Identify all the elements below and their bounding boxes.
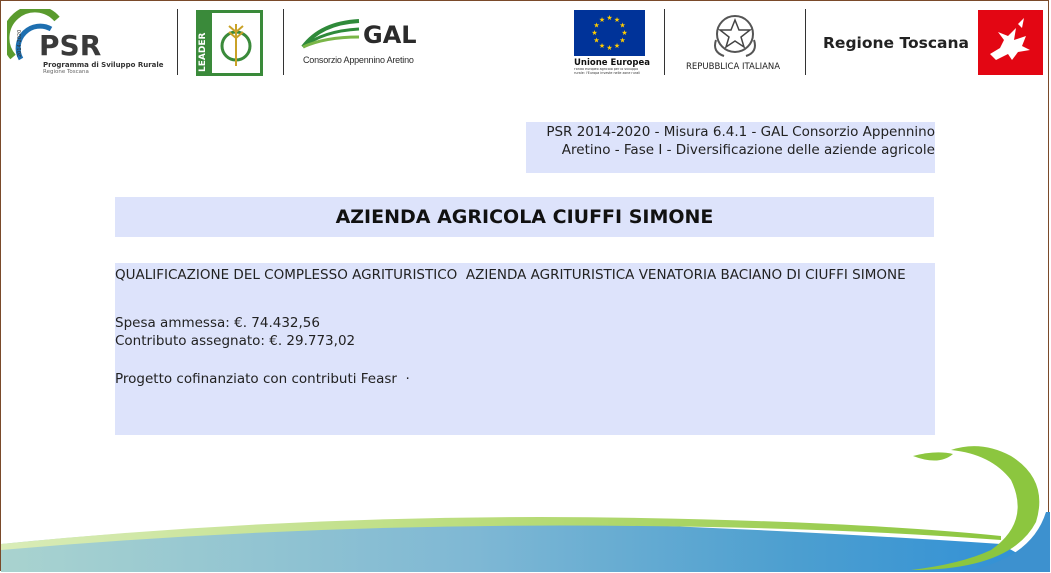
header-line-2: Aretino - Fase I - Diversificazione delle aziende agricole [561,142,935,158]
gal-logo [301,19,416,71]
decorative-swoosh [1,432,1050,572]
italy-name: REPUBBLICA ITALIANA [686,62,781,72]
svg-text:★: ★ [621,29,628,37]
svg-text:★: ★ [613,16,621,24]
eu-fine-print: Fondo europeo agricolo per lo sviluppo rurale: l'Europa investe nelle zone rurali [574,68,641,75]
svg-text:★: ★ [613,42,621,50]
svg-text:★: ★ [593,36,600,45]
header-line-1: PSR 2014-2020 - Misura 6.4.1 - GAL Consorzio Appennino [546,124,935,140]
psr-logo [7,9,167,75]
svg-text:★: ★ [598,16,606,24]
psr-years: 2014-2020 [17,29,23,57]
eu-stars-icon [574,10,645,56]
leader-word: LEADER [198,32,208,72]
gal-subtitle: Consorzio Appennino Aretino [303,55,414,65]
psr-word: PSR [39,29,102,62]
psr-subtitle: Programma di Sviluppo Rurale [43,61,164,69]
italy-emblem-icon [684,10,786,62]
eu-name: Unione Europea [574,58,650,68]
svg-text:★: ★ [619,21,626,30]
pegasus-icon [978,10,1043,75]
gal-word: GAL [363,21,417,49]
svg-text:★: ★ [593,21,600,30]
toscana-name: Regione Toscana [823,34,969,52]
svg-text:★: ★ [619,36,626,45]
svg-text:★: ★ [598,42,606,50]
italy-logo [684,10,786,76]
toscana-logo [978,10,1043,75]
leader-logo [196,10,263,76]
header-info [526,123,935,159]
svg-text:★: ★ [591,29,598,37]
eu-logo [574,10,650,76]
page-title: AZIENDA AGRICOLA CIUFFI SIMONE [335,206,714,228]
contributo-assegnato: Contributo assegnato: €. 29.773,02 [115,333,356,349]
psr-region: Regione Toscana [43,69,89,75]
logo-separator [283,9,284,75]
logo-separator [805,9,806,75]
logo-separator [664,9,665,75]
gal-waves-icon [301,19,361,49]
spesa-ammessa: Spesa ammessa: €. 74.432,56 [115,315,320,331]
svg-text:★: ★ [606,14,613,22]
eu-flag [574,10,645,56]
cofinanziamento-note: Progetto cofinanziato con contributi Feasr · [115,371,410,387]
logo-separator [177,9,178,75]
svg-text:★: ★ [606,44,613,52]
project-description: QUALIFICAZIONE DEL COMPLESSO AGRITURISTICO AZIENDA AGRITURISTICA VENATORIA BACIANO DI CIUFFI SIMONE [115,267,906,283]
